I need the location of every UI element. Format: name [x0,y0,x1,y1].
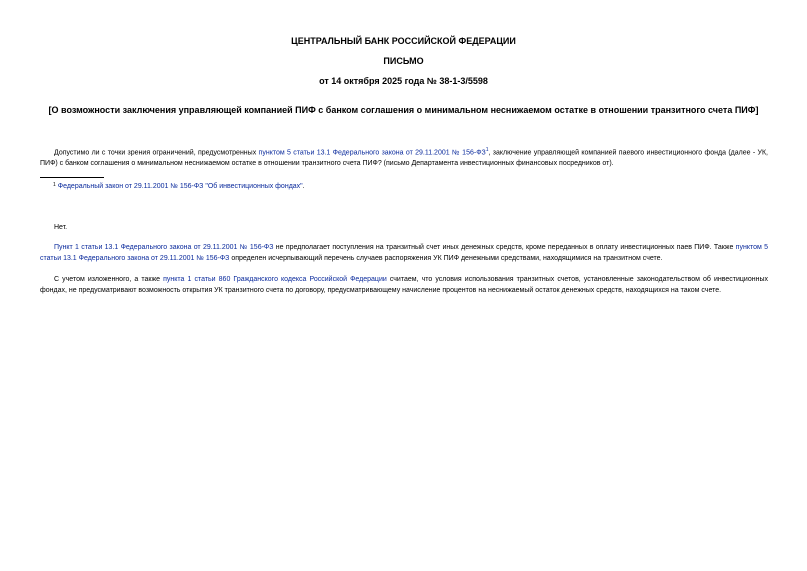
answer-paragraph-2 [40,274,768,296]
law-link-p1-art13-1[interactable]: Пункт 1 статьи 13.1 Федерального закона от 29.11.2001 № 156-ФЗ [54,244,274,251]
answer-short: Нет. [54,224,68,231]
footnote-divider [40,177,104,178]
law-link-p5-art13-1-answer[interactable]: пунктом 5 статьи 13.1 Федерального закона от 29.11.2001 № 156-ФЗ [40,244,768,262]
footnote [53,180,305,192]
law-link-p5-art13-1[interactable]: пунктом 5 статьи 13.1 Федерального закона от 29.11.2001 № 156-ФЗ [258,149,486,157]
footnote-law-link[interactable]: Федеральный закон от 29.11.2001 № 156-ФЗ "Об инвестиционных фондах" [57,183,303,190]
document-date-number: от 14 октября 2025 года № 38-1-3/5598 [319,76,488,86]
footnote-mark: 1 [53,182,56,188]
organization-title: ЦЕНТРАЛЬНЫЙ БАНК РОССИЙСКОЙ ФЕДЕРАЦИИ [291,36,516,46]
civil-code-link[interactable]: пункта 1 статьи 860 Гражданского кодекса Российской Федерации [163,276,387,283]
document-title: [О возможности заключения управляющей компанией ПИФ с банком соглашения о минимальном неснижаемом остатке в отношении транзитного счета ПИФ] [48,105,759,115]
answer-p1-text2: определен исчерпывающий перечень случаев распоряжения УК ПИФ денежными средствами, находящимися на транзитном счете. [229,255,663,262]
answer-paragraph-1 [40,242,768,264]
question-text-after: , заключение управляющей компанией паевого инвестиционного фонда (далее - УК, ПИФ) с банком соглашения о минимальном неснижаемом остатке в отношении транзитного счета ПИФ? (письмо Департамента инвестиционных финансовых посредников от). [40,149,768,168]
footnote-tail: . [302,183,305,190]
answer-p2-text1: С учетом изложенного, а также [54,276,164,283]
answer-p1-text1: не предполагает поступления на транзитный счет иных денежных средств, кроме переданных в оплату инвестиционных паев ПИФ. Также [273,244,736,251]
answer-p2-text2: считаем, что условия использования транзитных счетов, установленные законодательством об инвестиционных фондах, не предусматривают возможность открытия УК транзитного счета по договору, предусматривающему начисление процентов на неснижаемый остаток денежных средств, находящихся на таком счете. [40,276,768,294]
question-text-before: Допустимо ли с точки зрения ограничений, предусмотренных [54,149,259,157]
document-type: ПИСЬМО [383,56,424,66]
question-paragraph [40,145,768,169]
footnote-ref[interactable]: 1 [485,147,489,153]
